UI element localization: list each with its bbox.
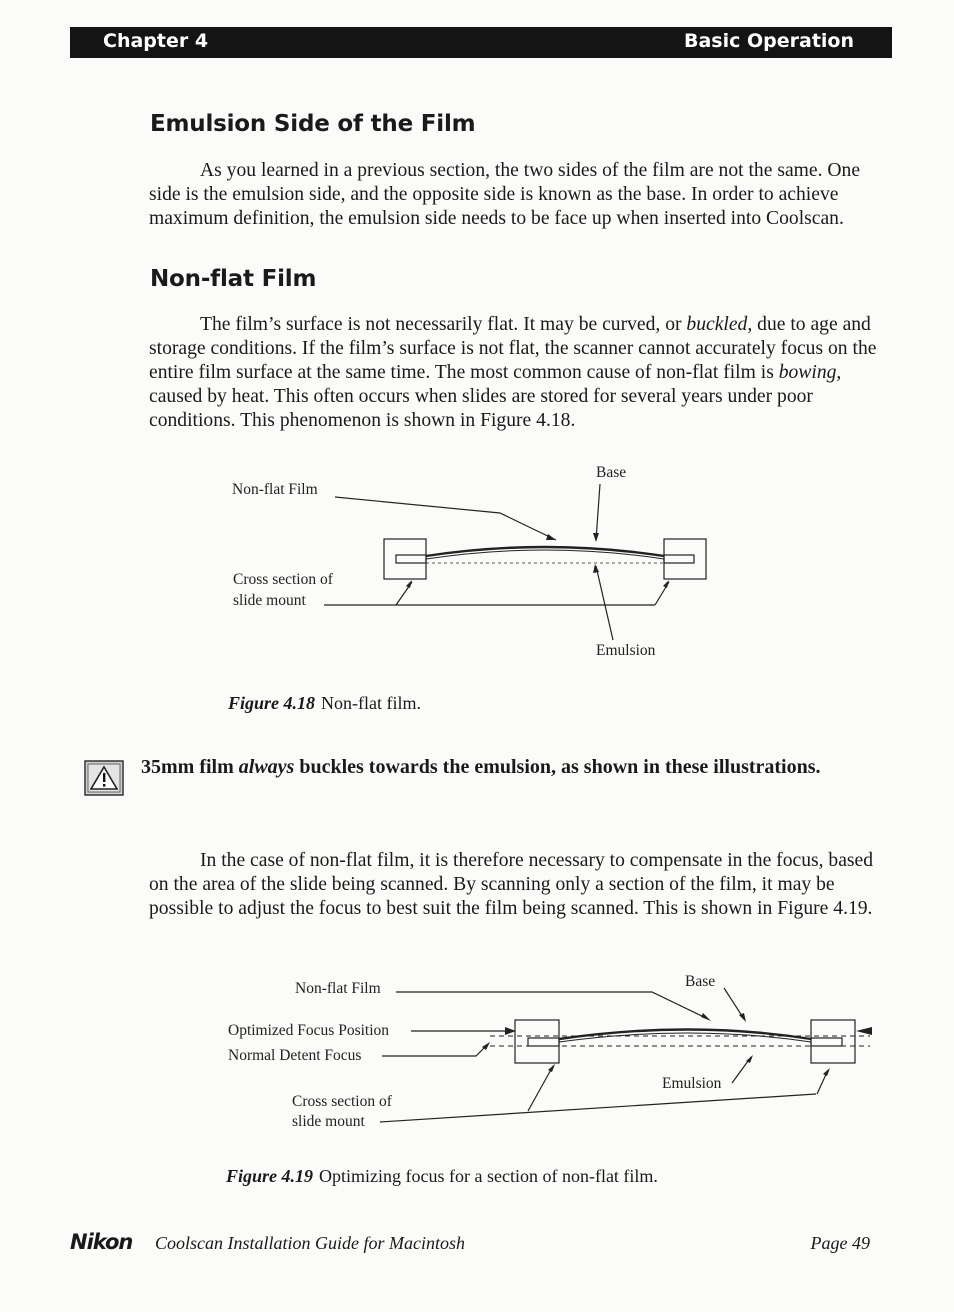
figure-4-19-caption: Figure 4.19 Optimizing focus for a section of non-flat film. xyxy=(226,1166,658,1186)
page-footer xyxy=(70,1230,892,1260)
fig19-label-nonflat: Non-flat Film xyxy=(295,980,381,997)
chapter-label: Chapter 4 xyxy=(103,30,209,52)
figure-4-18-caption: Figure 4.18 Non-flat film. xyxy=(228,693,421,713)
emulsion-side-paragraph: As you learned in a previous section, the two sides of the film are not the same. One side is the emulsion side, and the opposite side is known as the base. In order to achieve maximum definition, the emulsion side needs to be face up when inserted into Coolscan. xyxy=(149,160,861,229)
emulsion-side-heading: Emulsion Side of the Film xyxy=(150,111,476,137)
fig18-label-base: Base xyxy=(596,464,627,481)
focus-compensation-paragraph: In the case of non-flat film, it is therefore necessary to compensate in the focus, based on the area of the slide being scanned. By scanning only a section of the film, it may be possible to adjust the focus to best suit the film being scanned. This is shown in Figure 4.19. xyxy=(149,850,874,919)
warning-emphasis: always xyxy=(238,756,295,778)
section-label: Basic Operation xyxy=(683,30,854,52)
fig19-label-cross2: slide mount xyxy=(292,1113,365,1130)
non-flat-film-heading: Non-flat Film xyxy=(150,266,317,292)
guide-title: Coolscan Installation Guide for Macintosh xyxy=(155,1233,465,1253)
fig19-label-cross1: Cross section of xyxy=(292,1093,392,1110)
right-mount-block-19 xyxy=(811,1020,855,1063)
fig19-label-optimized: Optimized Focus Position xyxy=(228,1022,390,1039)
warning-note: 35mm film always buckles towards the emulsion, as shown in these illustrations. xyxy=(141,756,821,778)
fig18-label-cross2: slide mount xyxy=(233,592,306,609)
page-number: Page 49 xyxy=(810,1233,870,1253)
fig18-label-cross1: Cross section of xyxy=(233,571,333,588)
term-buckled: buckled, xyxy=(686,314,753,335)
fig19-label-base: Base xyxy=(685,973,716,990)
non-flat-film-paragraph: The film’s surface is not necessarily flat. It may be curved, or buckled, due to age and storage conditions. If the film’s surface is not flat, the scanner cannot accurately focus on the entire film surface at the same time. The most common cause of non-flat film is bowing, caused by heat. This often occurs when slides are stored for several years under poor conditions. This phenomenon is shown in Figure 4.18. xyxy=(149,314,877,431)
nikon-logo: Nikon xyxy=(70,1230,133,1254)
term-bowing: bowing, xyxy=(778,362,842,383)
fig19-label-emulsion: Emulsion xyxy=(662,1075,722,1092)
fig19-label-normal: Normal Detent Focus xyxy=(228,1047,362,1064)
fig18-label-emulsion: Emulsion xyxy=(596,642,656,659)
fig18-label-nonflat: Non-flat Film xyxy=(232,481,318,498)
left-mount-block-19 xyxy=(515,1020,559,1063)
